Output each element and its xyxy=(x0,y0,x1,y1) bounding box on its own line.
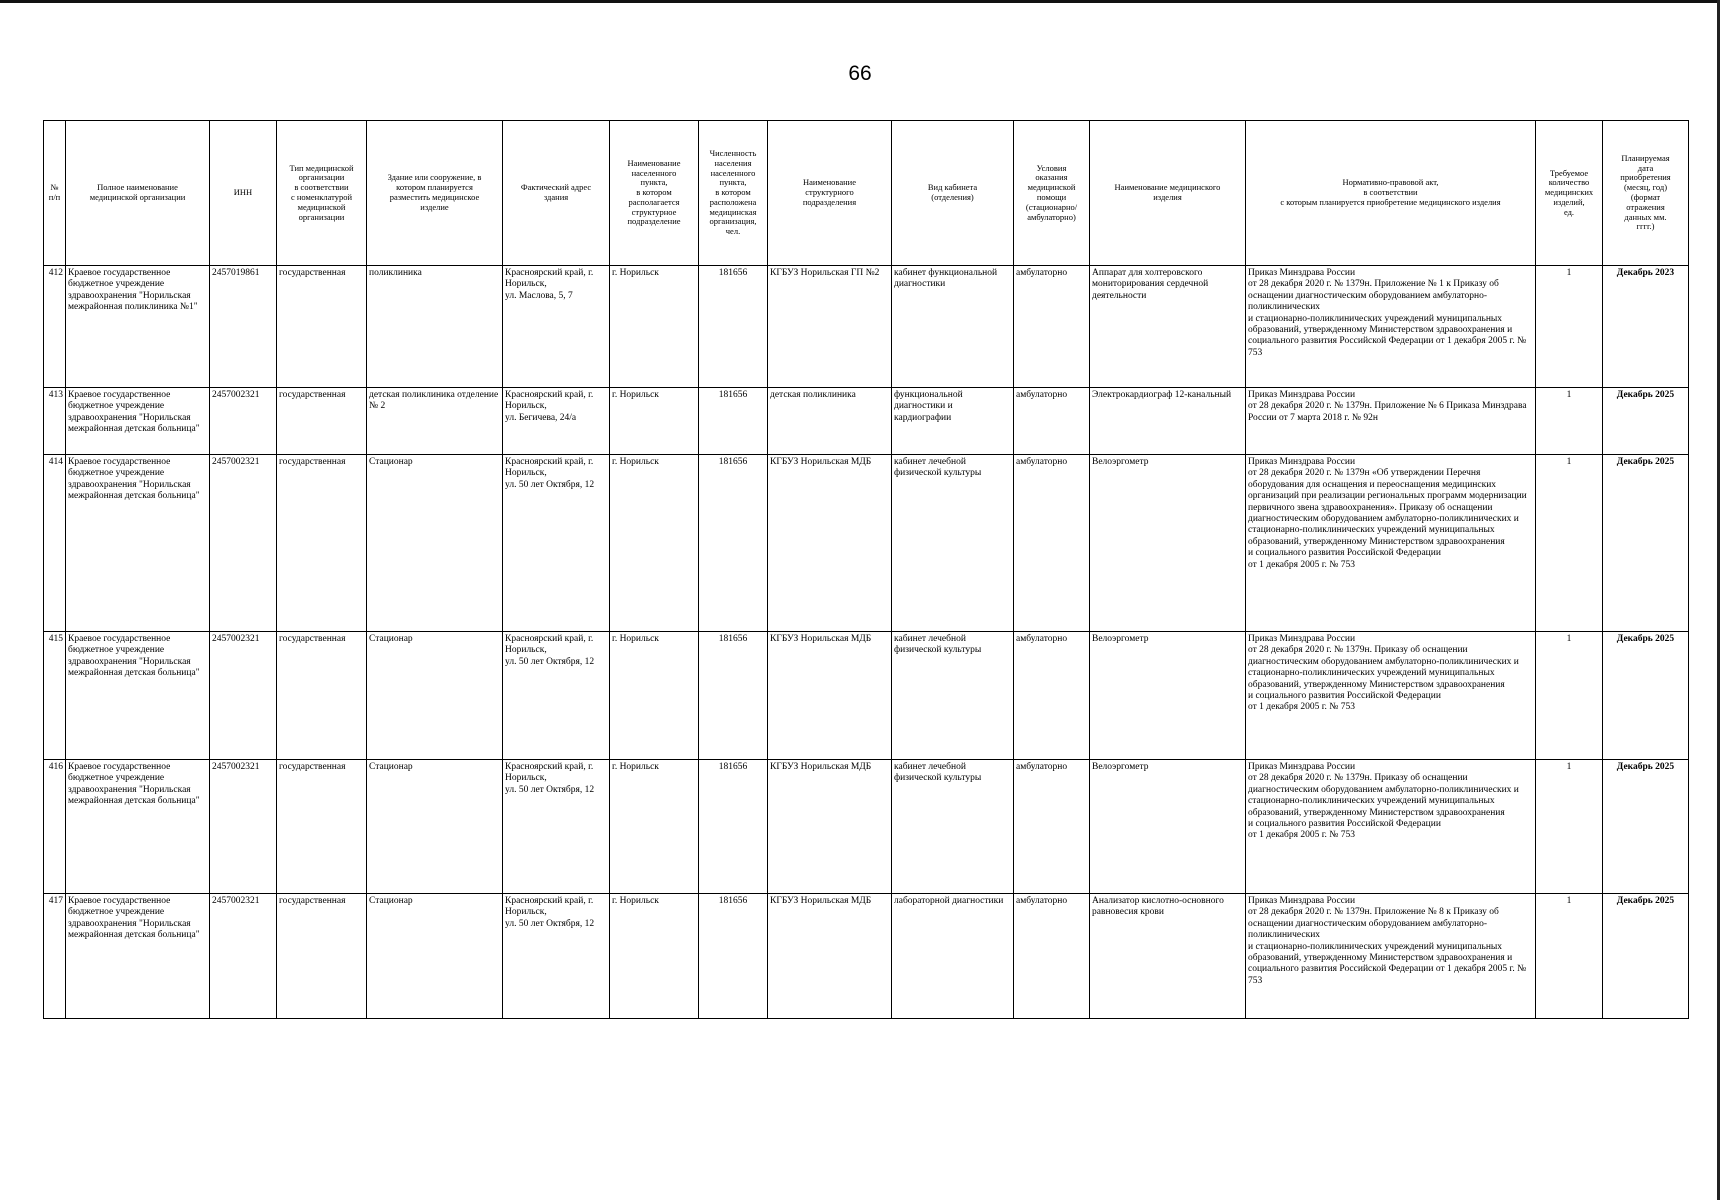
table-row xyxy=(44,266,1689,388)
table-row xyxy=(44,632,1689,760)
table-row xyxy=(44,388,1689,455)
device: Велоэргометр xyxy=(1090,632,1246,760)
quantity: 1 xyxy=(1536,894,1603,1019)
conditions: амбулаторно xyxy=(1014,894,1090,1019)
planned-date: Декабрь 2025 xyxy=(1603,894,1689,1019)
table-row xyxy=(44,455,1689,632)
header-org-name: Полное наименование медицинской организации xyxy=(66,121,210,266)
cabinet: лабораторной диагностики xyxy=(892,894,1014,1019)
org-type: государственная xyxy=(277,388,367,455)
row-number: 417 xyxy=(44,894,66,1019)
page-number: 66 xyxy=(848,62,872,85)
header-population: Численность населения населенного пункта, в котором расположена медицинская организация, чел. xyxy=(699,121,768,266)
cabinet: кабинет функциональной диагностики xyxy=(892,266,1014,388)
inn: 2457019861 xyxy=(210,266,277,388)
cabinet: функциональной диагностики и кардиографии xyxy=(892,388,1014,455)
locality: г. Норильск xyxy=(610,760,699,894)
division: КГБУЗ Норильская МДБ xyxy=(768,632,892,760)
table-row xyxy=(44,760,1689,894)
row-number: 412 xyxy=(44,266,66,388)
org-type: государственная xyxy=(277,894,367,1019)
address: Красноярский край, г. Норильск, ул. 50 лет Октября, 12 xyxy=(503,760,610,894)
header-inn: ИНН xyxy=(210,121,277,266)
population: 181656 xyxy=(699,388,768,455)
building: Стационар xyxy=(367,455,503,632)
cabinet: кабинет лечебной физической культуры xyxy=(892,632,1014,760)
legal-act: Приказ Минздрава России от 28 декабря 2020 г. № 1379н. Приложение № 6 Приказа Минздрава России от 7 марта 2018 г. № 92н xyxy=(1246,388,1536,455)
locality: г. Норильск xyxy=(610,894,699,1019)
device: Анализатор кислотно-основного равновесия крови xyxy=(1090,894,1246,1019)
planned-date: Декабрь 2025 xyxy=(1603,760,1689,894)
org-type: государственная xyxy=(277,760,367,894)
header-conditions: Условия оказания медицинской помощи (стационарно/ амбулаторно) xyxy=(1014,121,1090,266)
planned-date: Декабрь 2025 xyxy=(1603,388,1689,455)
device: Электрокардиограф 12-канальный xyxy=(1090,388,1246,455)
legal-act: Приказ Минздрава России от 28 декабря 2020 г. № 1379н. Приказу об оснащении диагностическим оборудованием амбулаторно-поликлинических и стационарно-поликлинических учреждений муниципальных образований, утвержденному Министерством здравоохранения и социального развития Российской Федерации от 1 декабря 2005 г. № 753 xyxy=(1246,632,1536,760)
header-legal-act: Нормативно-правовой акт, в соответствии с которым планируется приобретение медицинского изделия xyxy=(1246,121,1536,266)
header-org-type: Тип медицинской организации в соответствии с номенклатурой медицинской организации xyxy=(277,121,367,266)
cabinet: кабинет лечебной физической культуры xyxy=(892,455,1014,632)
building: поликлиника xyxy=(367,266,503,388)
address: Красноярский край, г. Норильск, ул. Бегичева, 24/а xyxy=(503,388,610,455)
header-building: Здание или сооружение, в котором планируется разместить медицинское изделие xyxy=(367,121,503,266)
org-type: государственная xyxy=(277,632,367,760)
page-top-border xyxy=(0,0,1720,3)
population: 181656 xyxy=(699,266,768,388)
org-name: Краевое государственное бюджетное учреждение здравоохранения "Норильская межрайонная детская больница" xyxy=(66,388,210,455)
planned-date: Декабрь 2023 xyxy=(1603,266,1689,388)
locality: г. Норильск xyxy=(610,266,699,388)
inn: 2457002321 xyxy=(210,632,277,760)
legal-act: Приказ Минздрава России от 28 декабря 2020 г. № 1379н «Об утверждении Перечня оборудования для оснащения и переоснащения медицинских организаций при реализации региональных программ модернизации первичного звена здравоохранения». Приказу об оснащении диагностическим оборудованием амбулаторно-поликлинических и стационарно-поликлинических учреждений муниципальных образований, утвержденному Министерством здравоохранения и социального развития Российской Федерации от 1 декабря 2005 г. № 753 xyxy=(1246,455,1536,632)
conditions: амбулаторно xyxy=(1014,455,1090,632)
building: детская поликлиника отделение № 2 xyxy=(367,388,503,455)
division: КГБУЗ Норильская МДБ xyxy=(768,760,892,894)
quantity: 1 xyxy=(1536,266,1603,388)
building: Стационар xyxy=(367,632,503,760)
quantity: 1 xyxy=(1536,388,1603,455)
org-name: Краевое государственное бюджетное учреждение здравоохранения "Норильская межрайонная поликлиника №1" xyxy=(66,266,210,388)
row-number: 413 xyxy=(44,388,66,455)
building: Стационар xyxy=(367,894,503,1019)
conditions: амбулаторно xyxy=(1014,266,1090,388)
legal-act: Приказ Минздрава России от 28 декабря 2020 г. № 1379н. Приложение № 1 к Приказу об оснащении диагностическим оборудованием амбулаторно-поликлинических и стационарно-поликлинических учреждений муниципальных образований, утвержденному Министерством здравоохранения и социального развития Российской Федерации от 1 декабря 2005 г. № 753 xyxy=(1246,266,1536,388)
quantity: 1 xyxy=(1536,632,1603,760)
header-device: Наименование медицинского изделия xyxy=(1090,121,1246,266)
table-header-row xyxy=(44,121,1689,266)
division: КГБУЗ Норильская МДБ xyxy=(768,455,892,632)
inn: 2457002321 xyxy=(210,388,277,455)
legal-act: Приказ Минздрава России от 28 декабря 2020 г. № 1379н. Приказу об оснащении диагностическим оборудованием амбулаторно-поликлинических и стационарно-поликлинических учреждений муниципальных образований, утвержденному Министерством здравоохранения и социального развития Российской Федерации от 1 декабря 2005 г. № 753 xyxy=(1246,760,1536,894)
address: Красноярский край, г. Норильск, ул. 50 лет Октября, 12 xyxy=(503,632,610,760)
locality: г. Норильск xyxy=(610,455,699,632)
population: 181656 xyxy=(699,760,768,894)
division: КГБУЗ Норильская ГП №2 xyxy=(768,266,892,388)
population: 181656 xyxy=(699,632,768,760)
inn: 2457002321 xyxy=(210,894,277,1019)
population: 181656 xyxy=(699,894,768,1019)
building: Стационар xyxy=(367,760,503,894)
org-name: Краевое государственное бюджетное учреждение здравоохранения "Норильская межрайонная детская больница" xyxy=(66,455,210,632)
population: 181656 xyxy=(699,455,768,632)
org-type: государственная xyxy=(277,266,367,388)
device: Аппарат для холтеровского мониторирования сердечной деятельности xyxy=(1090,266,1246,388)
conditions: амбулаторно xyxy=(1014,388,1090,455)
device: Велоэргометр xyxy=(1090,455,1246,632)
address: Красноярский край, г. Норильск, ул. 50 лет Октября, 12 xyxy=(503,455,610,632)
conditions: амбулаторно xyxy=(1014,632,1090,760)
inn: 2457002321 xyxy=(210,455,277,632)
address: Красноярский край, г. Норильск, ул. 50 лет Октября, 12 xyxy=(503,894,610,1019)
row-number: 416 xyxy=(44,760,66,894)
header-division: Наименование структурного подразделения xyxy=(768,121,892,266)
equipment-table xyxy=(43,120,1689,1019)
device: Велоэргометр xyxy=(1090,760,1246,894)
locality: г. Норильск xyxy=(610,388,699,455)
header-address: Фактический адрес здания xyxy=(503,121,610,266)
address: Красноярский край, г. Норильск, ул. Маслова, 5, 7 xyxy=(503,266,610,388)
division: КГБУЗ Норильская МДБ xyxy=(768,894,892,1019)
quantity: 1 xyxy=(1536,455,1603,632)
org-name: Краевое государственное бюджетное учреждение здравоохранения "Норильская межрайонная детская больница" xyxy=(66,894,210,1019)
quantity: 1 xyxy=(1536,760,1603,894)
inn: 2457002321 xyxy=(210,760,277,894)
division: детская поликлиника xyxy=(768,388,892,455)
header-quantity: Требуемое количество медицинских изделий, ед. xyxy=(1536,121,1603,266)
row-number: 415 xyxy=(44,632,66,760)
conditions: амбулаторно xyxy=(1014,760,1090,894)
table-row xyxy=(44,894,1689,1019)
header-number: № п/п xyxy=(44,121,66,266)
header-cabinet: Вид кабинета (отделения) xyxy=(892,121,1014,266)
row-number: 414 xyxy=(44,455,66,632)
org-name: Краевое государственное бюджетное учреждение здравоохранения "Норильская межрайонная детская больница" xyxy=(66,760,210,894)
org-type: государственная xyxy=(277,455,367,632)
header-locality: Наименование населенного пункта, в котором располагается структурное подразделение xyxy=(610,121,699,266)
cabinet: кабинет лечебной физической культуры xyxy=(892,760,1014,894)
planned-date: Декабрь 2025 xyxy=(1603,455,1689,632)
legal-act: Приказ Минздрава России от 28 декабря 2020 г. № 1379н. Приложение № 8 к Приказу об оснащении диагностическим оборудованием амбулаторно-поликлинических и стационарно-поликлинических учреждений муниципальных образований, утвержденному Министерством здравоохранения и социального развития Российской Федерации от 1 декабря 2005 г. № 753 xyxy=(1246,894,1536,1019)
locality: г. Норильск xyxy=(610,632,699,760)
header-planned-date: Планируемая дата приобретения (месяц, год) (формат отражения данных мм. гггг.) xyxy=(1603,121,1689,266)
org-name: Краевое государственное бюджетное учреждение здравоохранения "Норильская межрайонная детская больница" xyxy=(66,632,210,760)
planned-date: Декабрь 2025 xyxy=(1603,632,1689,760)
